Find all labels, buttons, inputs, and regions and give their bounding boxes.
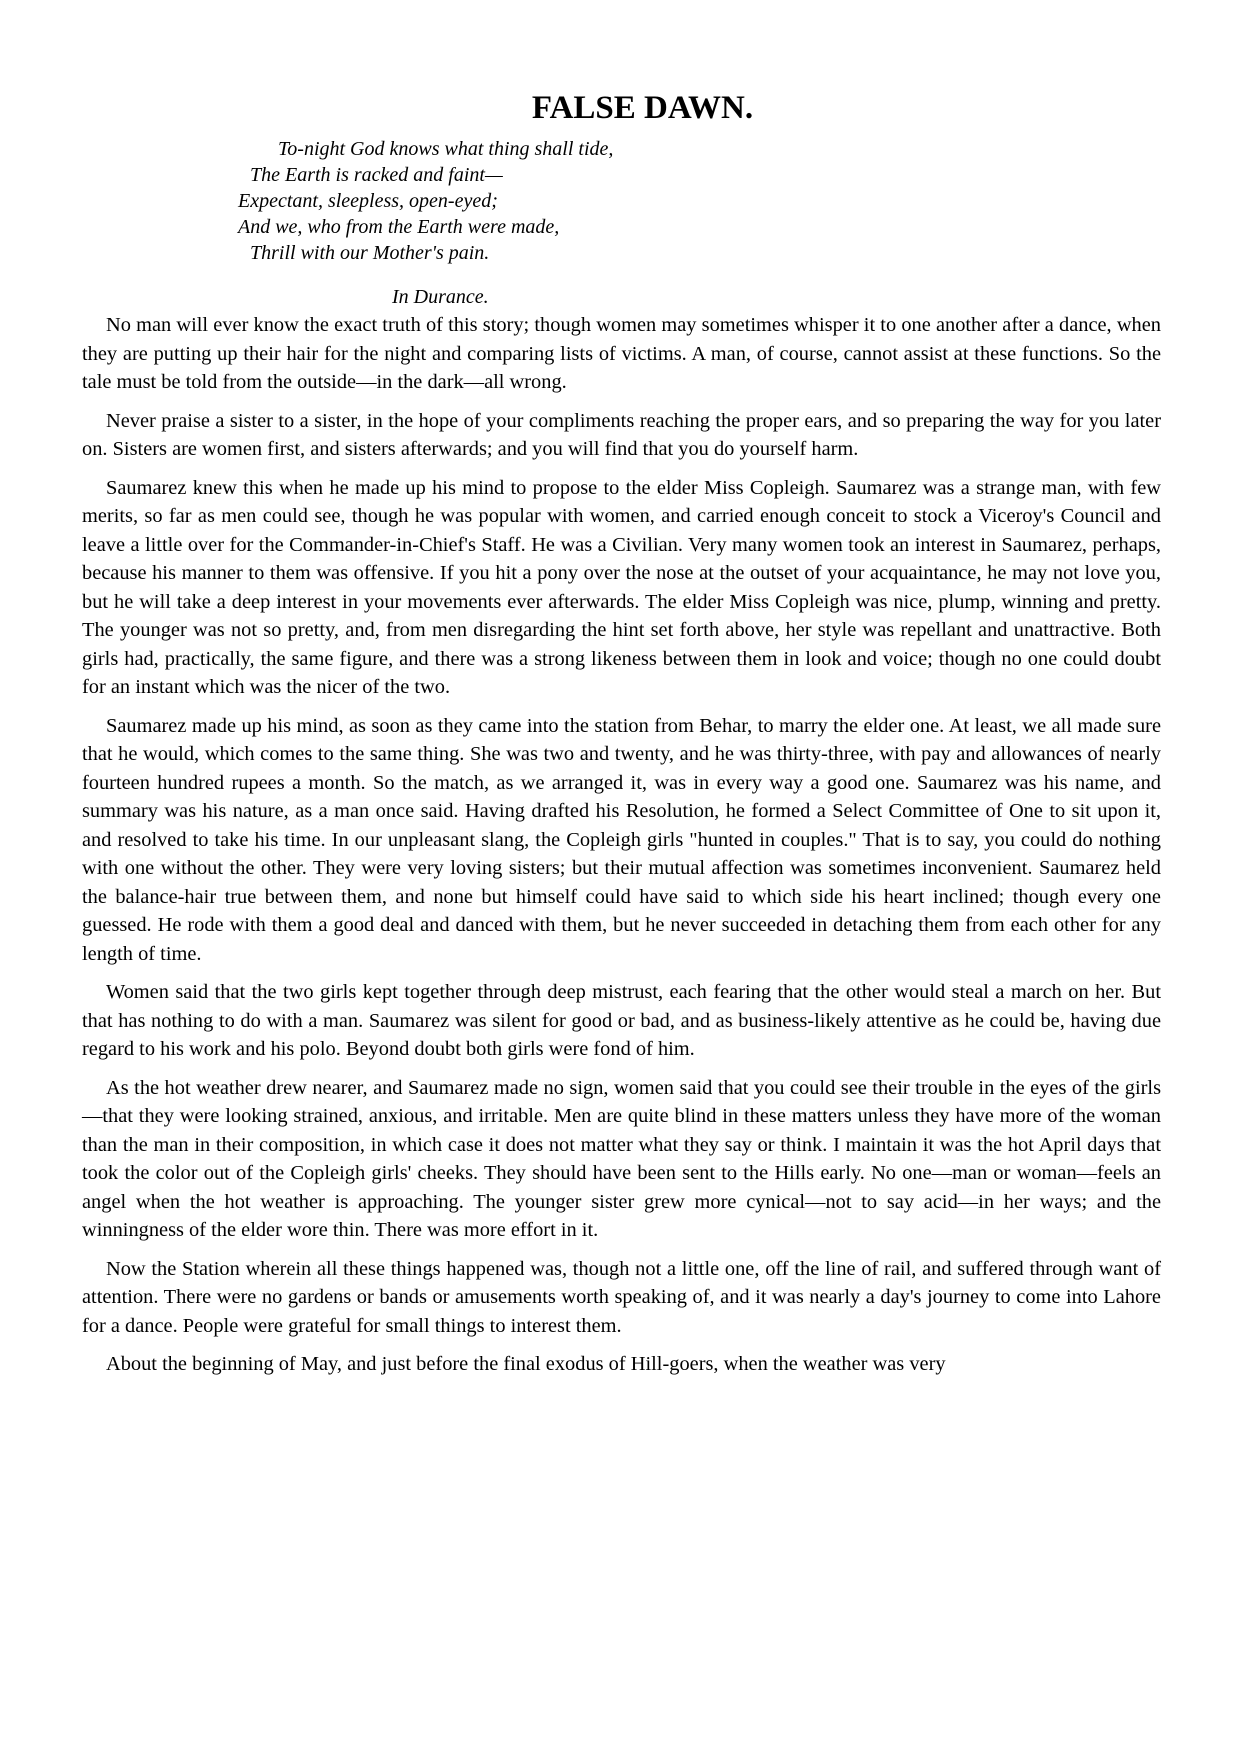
body-paragraph: Never praise a sister to a sister, in the hope of your compliments reaching the proper ears, and so preparing the way for you later on. Sisters are women first, and sisters afterwards; and you will find that you do yourself harm. — [82, 409, 1161, 460]
epigraph-attribution: In Durance. — [392, 286, 489, 308]
body-paragraph: No man will ever know the exact truth of this story; though women may sometimes whisper it to one another after a dance, when they are putting up their hair for the night and comparing lists of victims. A man, of course, cannot assist at these functions. So the tale must be told from the outside—in the dark—all wrong. — [82, 314, 1161, 393]
epigraph-line: The Earth is racked and faint— — [250, 164, 503, 186]
epigraph-line: To-night God knows what thing shall tide, — [278, 138, 614, 160]
chapter-title: FALSE DAWN. — [531, 90, 754, 126]
epigraph — [82, 136, 1161, 266]
body-paragraph: Women said that the two girls kept together through deep mistrust, each fearing that the other would steal a march on her. But that has nothing to do with a man. Saumarez was silent for good or bad, and as business-likely attentive as he could be, having due regard to his work and his polo. Beyond doubt both girls were fond of him. — [82, 981, 1161, 1060]
body-paragraph: As the hot weather drew nearer, and Saumarez made no sign, women said that you could see their trouble in the eyes of the girls—that they were looking strained, anxious, and irritable. Men are quite blind in these matters unless they have more of the woman than the man in their composition, in which case it does not matter what they say or think. I maintain it was the hot April days that took the color out of the Copleigh girls' cheeks. They should have been sent to the Hills early. No one—man or woman—feels an angel when the hot weather is approaching. The younger sister grew more cynical—not to say acid—in her ways; and the winningness of the elder wore thin. There was more effort in it. — [82, 1076, 1161, 1241]
epigraph-line: Thrill with our Mother's pain. — [250, 242, 490, 264]
epigraph-line: And we, who from the Earth were made, — [238, 216, 560, 238]
body-paragraph: Saumarez made up his mind, as soon as they came into the station from Behar, to marry the elder one. At least, we all made sure that he would, which comes to the same thing. She was two and twenty, and he was thirty-three, with pay and allowances of nearly fourteen hundred rupees a month. So the match, as we arranged it, was in every way a good one. Saumarez was his name, and summary was his nature, as a man once said. Having drafted his Resolution, he formed a Select Committee of One to sit upon it, and resolved to take his time. In our unpleasant slang, the Copleigh girls "hunted in couples." That is to say, you could do nothing with one without the other. They were very loving sisters; but their mutual affection was sometimes inconvenient. Saumarez held the balance-hair true between them, and none but himself could have said to which side his heart inclined; though every one guessed. He rode with them a good deal and danced with them, but he never succeeded in detaching them from each other for any length of time. — [82, 714, 1161, 965]
body-paragraph: Now the Station wherein all these things happened was, though not a little one, off the line of rail, and suffered through want of attention. There were no gardens or bands or amusements worth speaking of, and it was nearly a day's journey to come into Lahore for a dance. People were grateful for small things to interest them. — [82, 1257, 1161, 1337]
epigraph-line: Expectant, sleepless, open-eyed; — [238, 190, 498, 212]
page — [82, 88, 1161, 1389]
body-paragraph: About the beginning of May, and just before the final exodus of Hill-goers, when the weather was very — [106, 1353, 946, 1375]
body-paragraph: Saumarez knew this when he made up his mind to propose to the elder Miss Copleigh. Saumarez was a strange man, with few merits, so far as men could see, though he was popular with women, and carried enough conceit to stock a Viceroy's Council and leave a little over for the Commander-in-Chief's Staff. He was a Civilian. Very many women took an interest in Saumarez, perhaps, because his manner to them was offensive. If you hit a pony over the nose at the outset of your acquaintance, he may not love you, but he will take a deep interest in your movements ever afterwards. The elder Miss Copleigh was nice, plump, winning and pretty. The younger was not so pretty, and, from men disregarding the hint set forth above, her style was repellant and unattractive. Both girls had, practically, the same figure, and there was a strong likeness between them in look and voice; though no one could doubt for an instant which was the nicer of the two. — [82, 476, 1161, 698]
